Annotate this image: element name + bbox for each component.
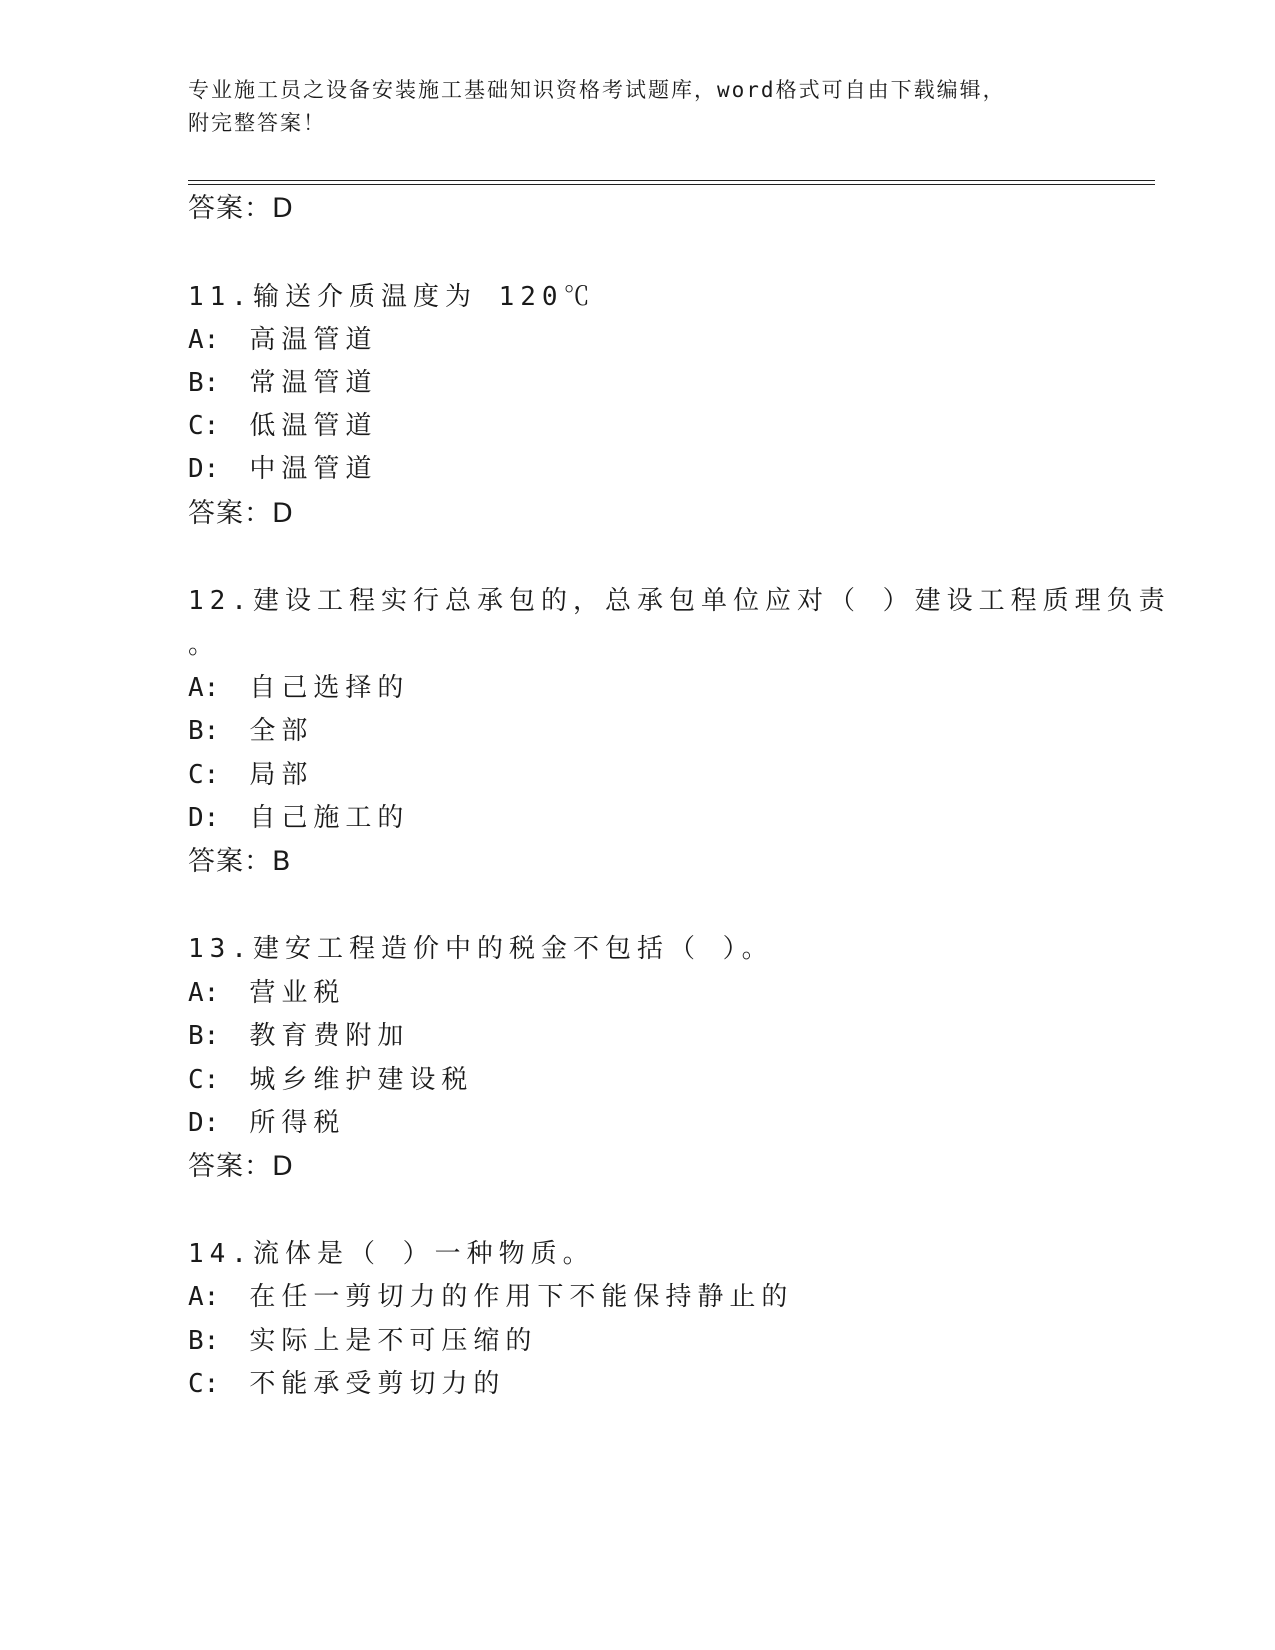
option-text: 自己施工的 bbox=[249, 803, 410, 833]
question-14: 14.流体是（ ）一种物质。 bbox=[188, 1239, 595, 1269]
option-text: 营业税 bbox=[249, 978, 346, 1008]
option-line bbox=[188, 366, 377, 400]
option-text: 全部 bbox=[249, 716, 314, 746]
header-rule-bottom bbox=[188, 184, 1155, 185]
option-letter: B: bbox=[188, 1326, 220, 1356]
option-letter: A: bbox=[188, 978, 220, 1008]
option-letter: B: bbox=[188, 368, 220, 398]
option-line bbox=[188, 323, 377, 357]
question-12: 12.建设工程实行总承包的，总承包单位应对（ ）建设工程质理负责 bbox=[188, 586, 1171, 616]
option-text: 局部 bbox=[249, 760, 314, 790]
option-text: 不能承受剪切力的 bbox=[249, 1369, 506, 1399]
header-line-2: 附完整答案！ bbox=[188, 111, 326, 135]
option-letter: A: bbox=[188, 325, 220, 355]
option-text: 高温管道 bbox=[249, 325, 378, 355]
header-rule-top bbox=[188, 180, 1155, 181]
option-text: 城乡维护建设税 bbox=[249, 1065, 474, 1095]
option-text: 自己选择的 bbox=[249, 673, 410, 703]
question-12-continuation: 。 bbox=[188, 630, 221, 660]
option-text: 低温管道 bbox=[249, 411, 378, 441]
option-letter: D: bbox=[188, 1108, 220, 1138]
option-letter: C: bbox=[188, 1369, 220, 1399]
option-line bbox=[188, 1019, 409, 1053]
answer-line: 答案：B bbox=[188, 846, 292, 877]
header-line-1: 专业施工员之设备安装施工基础知识资格考试题库，word格式可自由下载编辑， bbox=[188, 78, 1006, 102]
option-line bbox=[188, 1324, 537, 1358]
option-text: 在任一剪切力的作用下不能保持静止的 bbox=[249, 1282, 794, 1312]
answer-line: 答案：D bbox=[188, 498, 294, 529]
option-letter: C: bbox=[188, 411, 220, 441]
option-letter: D: bbox=[188, 803, 220, 833]
option-line bbox=[188, 452, 377, 486]
option-text: 常温管道 bbox=[249, 368, 378, 398]
option-line bbox=[188, 1063, 473, 1097]
document-header bbox=[188, 74, 1088, 140]
option-text: 实际上是不可压缩的 bbox=[249, 1326, 538, 1356]
option-line bbox=[188, 714, 313, 748]
option-letter: A: bbox=[188, 1282, 220, 1312]
option-line bbox=[188, 1280, 793, 1314]
option-line bbox=[188, 1106, 345, 1140]
option-letter: B: bbox=[188, 1021, 220, 1051]
option-letter: A: bbox=[188, 673, 220, 703]
answer-line: 答案：D bbox=[188, 193, 294, 224]
option-line bbox=[188, 976, 345, 1010]
option-letter: C: bbox=[188, 760, 220, 790]
answer-line: 答案：D bbox=[188, 1151, 294, 1182]
option-line bbox=[188, 801, 409, 835]
option-line bbox=[188, 671, 409, 705]
option-letter: D: bbox=[188, 454, 220, 484]
option-text: 教育费附加 bbox=[249, 1021, 410, 1051]
option-letter: B: bbox=[188, 716, 220, 746]
option-text: 所得税 bbox=[249, 1108, 346, 1138]
question-13: 13.建安工程造价中的税金不包括（ ）。 bbox=[188, 934, 774, 964]
question-11: 11.输送介质温度为 120℃ bbox=[188, 282, 596, 312]
option-line bbox=[188, 409, 377, 443]
option-text: 中温管道 bbox=[249, 454, 378, 484]
option-line bbox=[188, 758, 313, 792]
option-line bbox=[188, 1367, 505, 1401]
option-letter: C: bbox=[188, 1065, 220, 1095]
